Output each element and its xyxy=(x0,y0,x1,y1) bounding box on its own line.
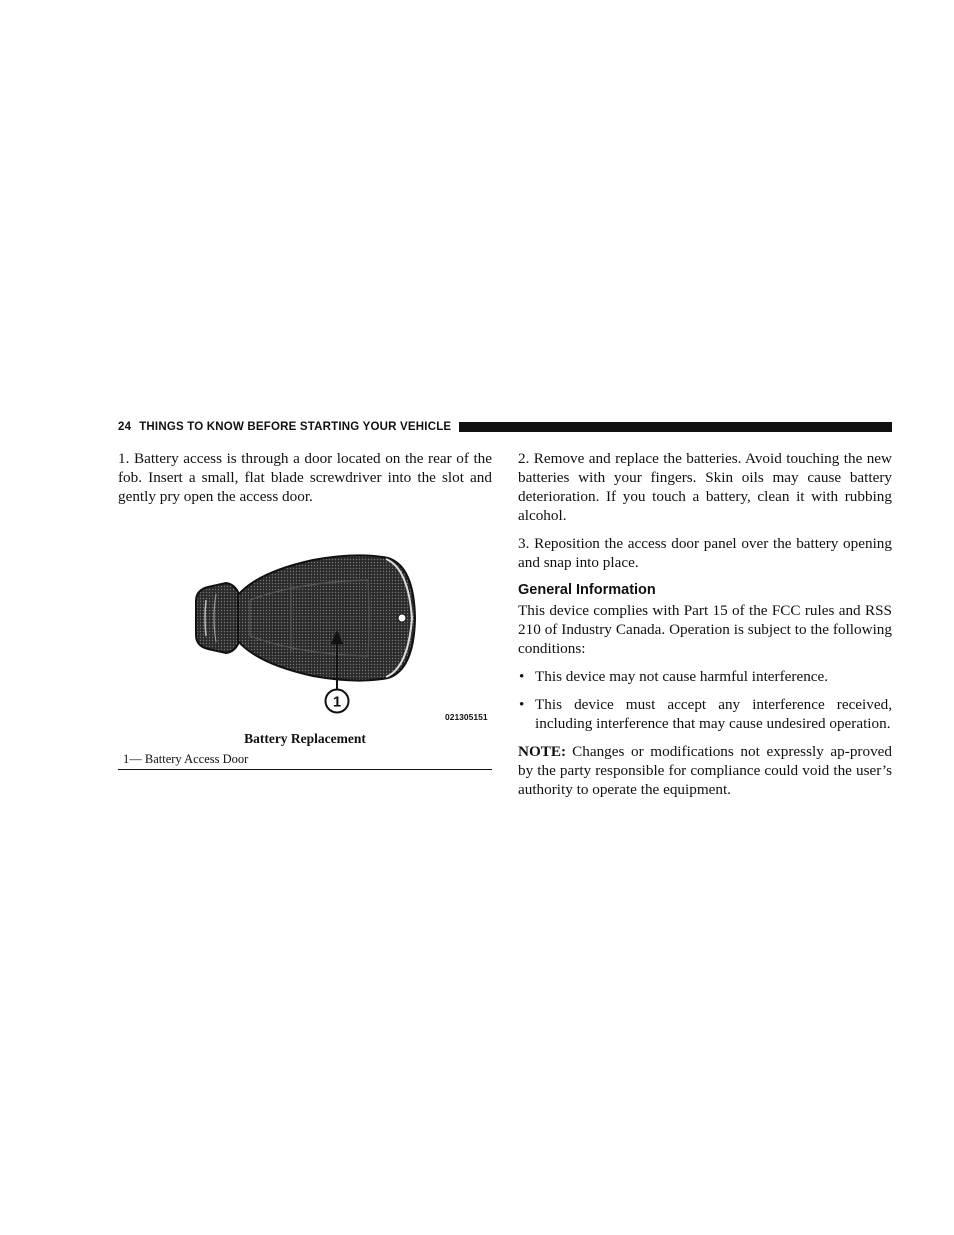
key-fob-illustration xyxy=(118,540,492,725)
list-item xyxy=(518,667,892,686)
step-3-text: 3. Reposition the access door panel over the battery opening and snap into place. xyxy=(518,535,892,571)
fob-tail xyxy=(196,583,241,653)
header-rule xyxy=(459,422,892,432)
step-1-text: 1. Battery access is through a door located on the rear of the fob. Insert a small, flat blade screwdriver into the slot and gently pry open the access door. xyxy=(118,450,492,505)
note-paragraph xyxy=(518,742,892,799)
note-text: Changes or modifications not expressly ap-proved by the party responsible for compliance could void the user’s authority to operate the equipment. xyxy=(518,743,892,798)
battery-replacement-figure xyxy=(118,540,492,770)
general-information-heading: General Information xyxy=(518,582,656,598)
figure-rule xyxy=(118,769,492,770)
list-item xyxy=(518,695,892,733)
list-item-text: This device may not cause harmful interference. xyxy=(535,668,829,685)
figure-id: 021305151 xyxy=(445,712,488,722)
figure-legend: 1— Battery Access Door xyxy=(123,752,249,766)
page-header xyxy=(118,419,892,435)
fob-body xyxy=(238,555,415,680)
left-column xyxy=(118,449,492,515)
list-item-text: This device must accept any interference received, including interference that may cause undesired operation. xyxy=(535,696,892,732)
conditions-list xyxy=(518,667,892,733)
figure-caption: Battery Replacement xyxy=(244,731,366,746)
general-information-body: This device complies with Part 15 of the FCC rules and RSS 210 of Industry Canada. Operation is subject to the following conditions: xyxy=(518,602,892,657)
bullet-icon: • xyxy=(519,696,525,713)
right-column xyxy=(518,449,892,808)
step-2-text: 2. Remove and replace the batteries. Avoid touching the new batteries with your fingers. Skin oils may cause battery deterioration. If you touch a battery, clean it with rubbing alcohol. xyxy=(518,450,892,524)
page-number: 24 xyxy=(118,421,132,433)
note-label: NOTE: xyxy=(518,743,567,760)
callout-number: 1 xyxy=(332,693,342,711)
bullet-icon: • xyxy=(519,668,525,685)
section-title: THINGS TO KNOW BEFORE STARTING YOUR VEHICLE xyxy=(139,421,452,433)
